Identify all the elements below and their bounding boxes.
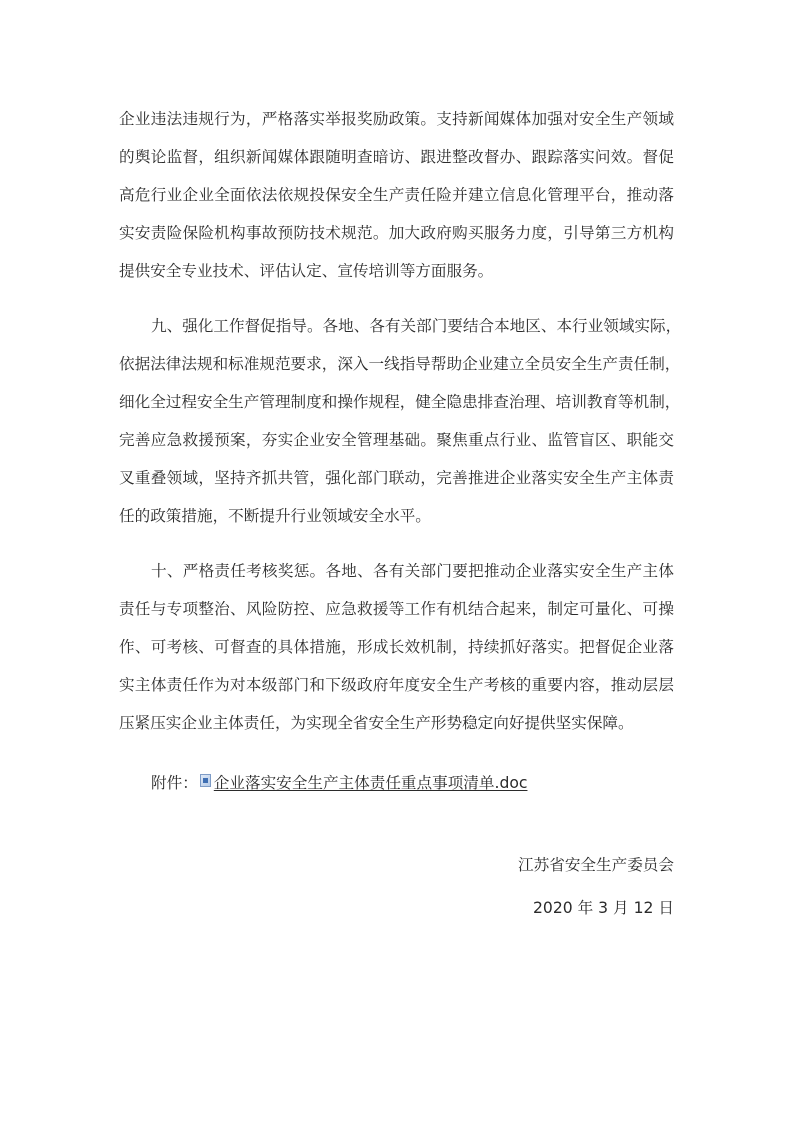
paragraph-line: 完善应急救援预案，夯实企业安全管理基础。聚焦重点行业、监管盲区、职能交 [119, 431, 674, 449]
paragraph-line: 细化全过程安全生产管理制度和操作规程，健全隐患排查治理、培训教育等机制， [119, 393, 681, 411]
paragraph-line: 作、可考核、可督查的具体措施，形成长效机制，持续抓好落实。把督促企业落 [119, 638, 674, 656]
attachment-row [151, 772, 527, 794]
attachment-link[interactable]: 企业落实安全生产主体责任重点事项清单.doc [213, 774, 528, 792]
paragraph-line: 提供安全专业技术、评估认定、宣传培训等方面服务。 [119, 262, 494, 280]
paragraph-line: 压紧压实企业主体责任，为实现全省安全生产形势稳定向好提供坚实保障。 [119, 714, 634, 732]
attachment-label: 附件： [151, 774, 198, 792]
word-doc-icon [200, 774, 211, 787]
paragraph-line: 高危行业企业全面依法依规投保安全生产责任险并建立信息化管理平台，推动落 [119, 186, 674, 204]
paragraph-line: 责任与专项整治、风险防控、应急救援等工作有机结合起来，制定可量化、可操 [119, 600, 674, 618]
signature-organization: 江苏省安全生产委员会 [518, 856, 674, 874]
paragraph-line: 九、强化工作督促指导。各地、各有关部门要结合本地区、本行业领域实际， [151, 317, 682, 335]
paragraph-line: 依据法律法规和标准规范要求，深入一线指导帮助企业建立全员安全生产责任制， [119, 355, 681, 373]
paragraph-line: 十、严格责任考核奖惩。各地、各有关部门要把推动企业落实安全生产主体 [151, 562, 674, 580]
paragraph-line: 实主体责任作为对本级部门和下级政府年度安全生产考核的重要内容，推动层层 [119, 676, 674, 694]
signature-date: 2020 年 3 月 12 日 [532, 899, 674, 917]
paragraph-line: 任的政策措施，不断提升行业领域安全水平。 [119, 507, 431, 525]
paragraph-line: 实安责险保险机构事故预防技术规范。加大政府购买服务力度，引导第三方机构 [119, 224, 674, 242]
paragraph-line: 的舆论监督，组织新闻媒体跟随明查暗访、跟进整改督办、跟踪落实问效。督促 [119, 148, 674, 166]
paragraph-line: 企业违法违规行为，严格落实举报奖励政策。支持新闻媒体加强对安全生产领域 [119, 110, 674, 128]
paragraph-line: 叉重叠领域，坚持齐抓共管，强化部门联动，完善推进企业落实安全生产主体责 [119, 469, 674, 487]
